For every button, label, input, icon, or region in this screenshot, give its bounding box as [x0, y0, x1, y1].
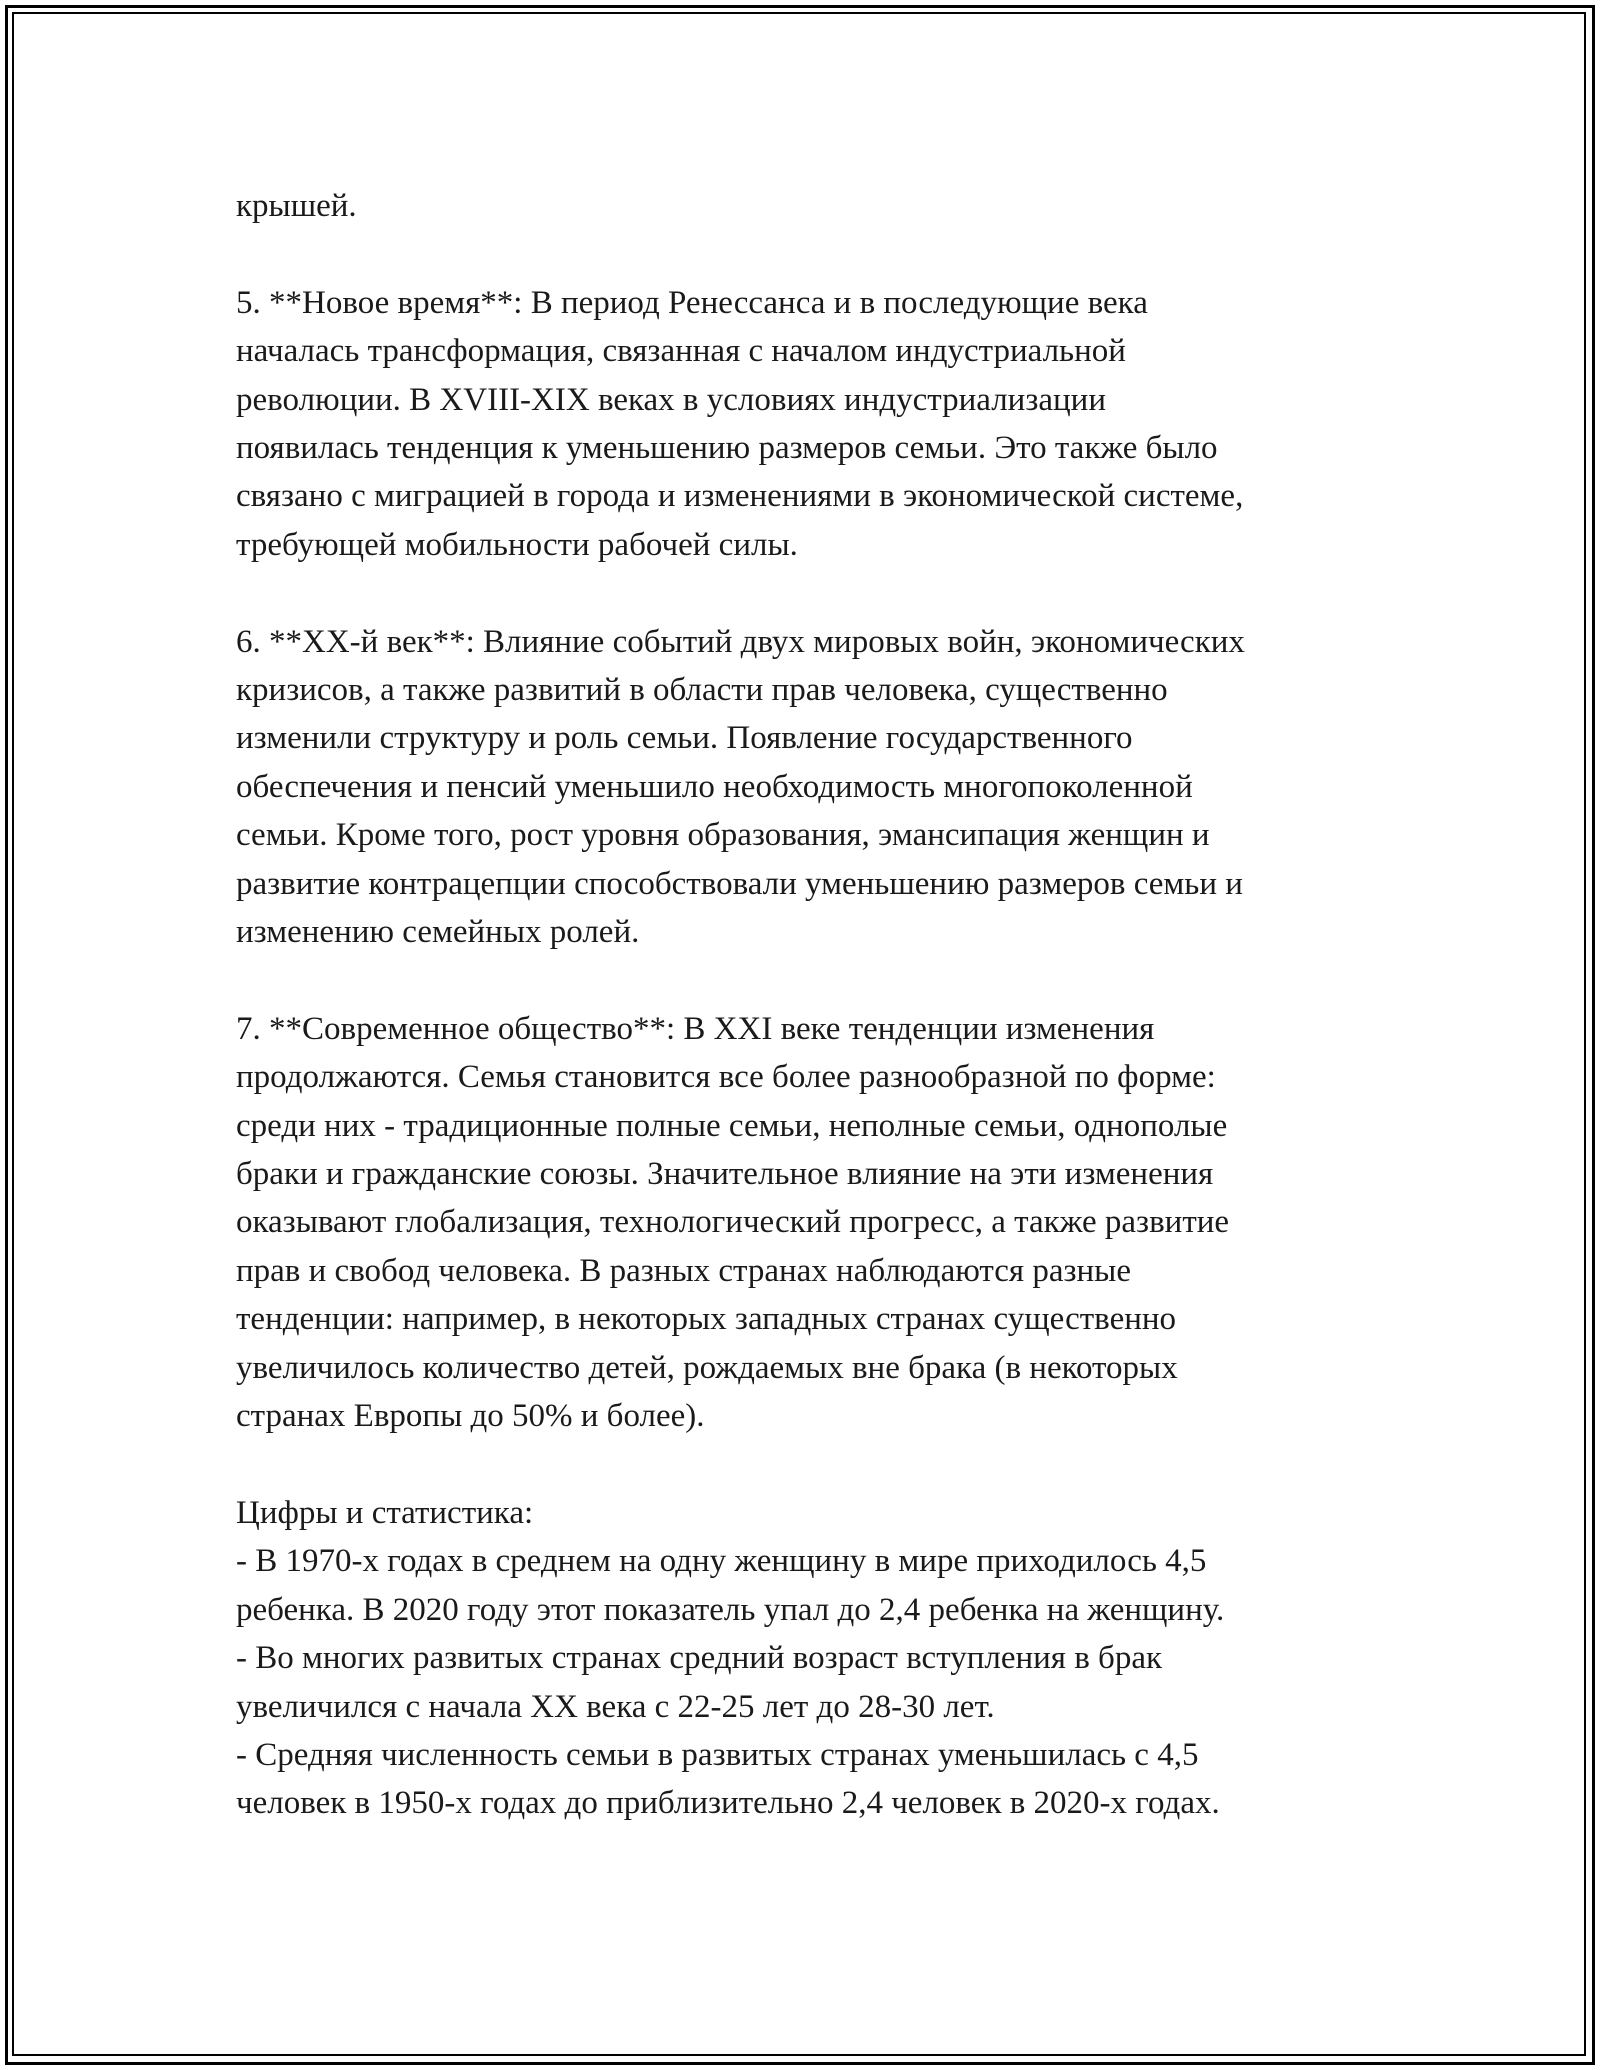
- text-line: изменили структуру и роль семьи. Появление государственного: [236, 720, 1133, 757]
- text-line: требующей мобильности рабочей силы.: [236, 526, 798, 563]
- text-line: ребенка. В 2020 году этот показатель упал до 2,4 ребенка на женщину.: [236, 1591, 1225, 1628]
- text-line: странах Европы до 50% и более).: [236, 1398, 705, 1435]
- text-line: началась трансформация, связанная с началом индустриальной: [236, 333, 1126, 370]
- text-line: браки и гражданские союзы. Значительное влияние на эти изменения: [236, 1156, 1214, 1193]
- document-body: [236, 182, 1396, 1876]
- text-line: оказывают глобализация, технологический прогресс, а также развитие: [236, 1204, 1230, 1241]
- text-line: человек в 1950-х годах до приблизительно 2,4 человек в 2020-х годах.: [236, 1785, 1220, 1822]
- text-line: 7. **Современное общество**: В XXI веке тенденции изменения: [236, 1010, 1155, 1047]
- text-line: изменению семейных ролей.: [236, 914, 640, 951]
- text-line: 5. **Новое время**: В период Ренессанса и в последующие века: [236, 284, 1148, 321]
- text-line: связано с миграцией в города и изменениями в экономической системе,: [236, 478, 1244, 515]
- text-line: - Средняя численность семьи в развитых странах уменьшилась с 4,5: [236, 1736, 1199, 1773]
- text-line: продолжаются. Семья становится все более разнообразной по форме:: [236, 1059, 1216, 1096]
- text-line: среди них - традиционные полные семьи, неполные семьи, однополые: [236, 1107, 1228, 1144]
- paragraph-continuation: [236, 182, 1396, 230]
- paragraph-modern-society: [236, 1005, 1396, 1441]
- text-line: семьи. Кроме того, рост уровня образования, эмансипация женщин и: [236, 817, 1210, 854]
- text-line: крышей.: [236, 188, 357, 224]
- paragraph-modern-era: [236, 279, 1396, 569]
- text-line: увеличилось количество детей, рождаемых вне брака (в некоторых: [236, 1349, 1178, 1386]
- text-line: развитие контрацепции способствовали уменьшению размеров семьи и: [236, 865, 1243, 902]
- text-line: обеспечения и пенсий уменьшило необходимость многопоколенной: [236, 768, 1193, 805]
- text-line: - В 1970-х годах в среднем на одну женщину в мире приходилось 4,5: [236, 1543, 1207, 1580]
- paragraph-20th-century: [236, 618, 1396, 957]
- statistics-heading: Цифры и статистика:: [236, 1494, 534, 1531]
- text-line: увеличился с начала XX века с 22-25 лет до 28-30 лет.: [236, 1688, 995, 1725]
- text-line: революции. В XVIII-XIX веках в условиях индустриализации: [236, 381, 1107, 418]
- text-line: тенденции: например, в некоторых западных странах существенно: [236, 1301, 1177, 1338]
- text-line: кризисов, а также развитий в области прав человека, существенно: [236, 672, 1168, 709]
- text-line: 6. **XX-й век**: Влияние событий двух мировых войн, экономических: [236, 623, 1245, 660]
- text-line: - Во многих развитых странах средний возраст вступления в брак: [236, 1640, 1163, 1677]
- text-line: прав и свобод человека. В разных странах наблюдаются разные: [236, 1252, 1131, 1289]
- text-line: появилась тенденция к уменьшению размеров семьи. Это также было: [236, 430, 1218, 467]
- paragraph-statistics: [236, 1489, 1396, 1828]
